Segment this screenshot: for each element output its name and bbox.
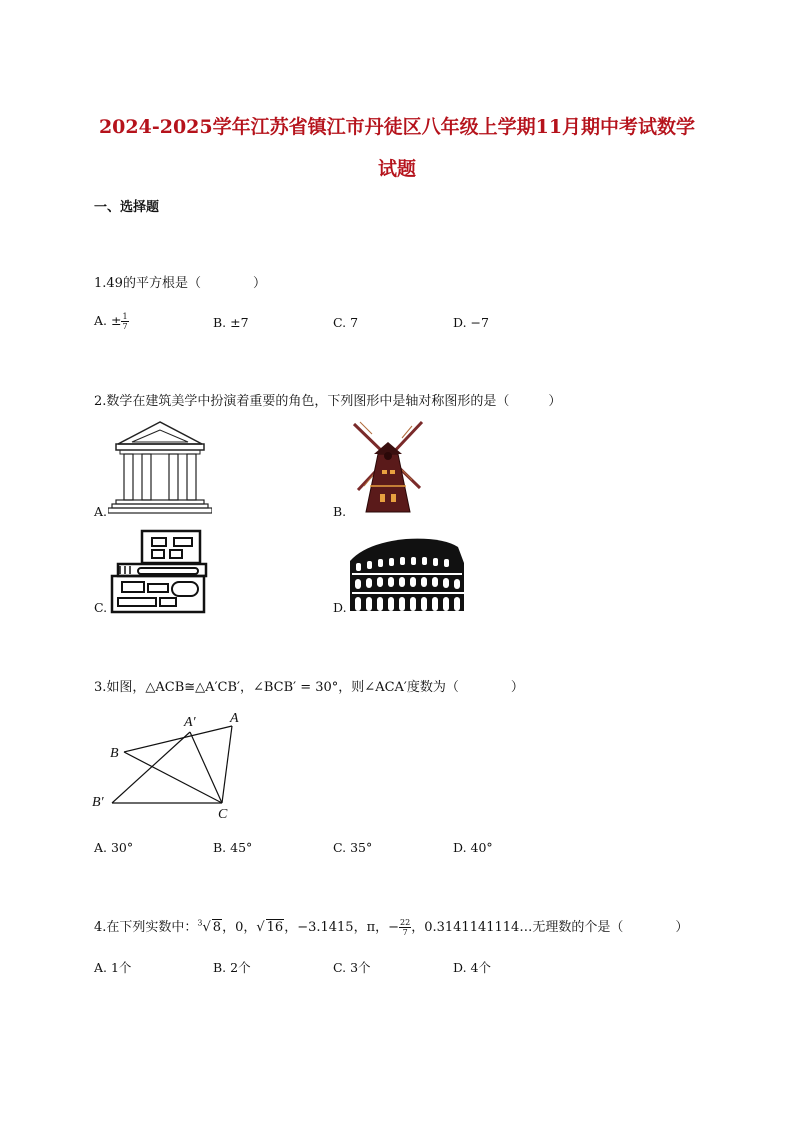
q3-option-c: C. 35° — [333, 840, 373, 855]
frac-denominator: 7 — [402, 928, 408, 937]
radical-sign-icon: √ — [202, 920, 211, 935]
frac-numerator: 1 — [122, 312, 128, 321]
label-a-prime: A′ — [184, 715, 196, 730]
question-1-stem: 1.49的平方根是（ ） — [94, 276, 266, 291]
section-heading-choice: 一、选择题 — [94, 200, 160, 215]
modern-building-image — [108, 528, 208, 614]
square-root-radicand: 16 — [266, 920, 284, 935]
label-a: A — [230, 711, 239, 726]
q1-option-d: D. −7 — [453, 315, 489, 330]
frac-denominator: 7 — [122, 322, 128, 331]
fraction-22-7 — [399, 918, 411, 937]
q4-option-c: C. 3个 — [333, 960, 371, 975]
q2-option-a: A. — [94, 504, 108, 519]
label-b: B — [110, 746, 119, 761]
question-4-stem — [94, 916, 688, 937]
q1-option-b: B. ±7 — [213, 315, 249, 330]
q1-option-c: C. 7 — [333, 315, 359, 330]
q2-option-b: B. — [333, 504, 347, 519]
frac-numerator: 22 — [400, 918, 411, 927]
q1-option-a-label: A. ± — [94, 313, 122, 328]
document-title-line1: 2024-2025学年江苏省镇江市丹徒区八年级上学期11月期中考试数学 — [98, 116, 696, 138]
q4-option-b: B. 2个 — [213, 960, 251, 975]
windmill-image — [350, 418, 426, 516]
document-title-line2: 试题 — [377, 158, 416, 180]
q4-option-d: D. 4个 — [453, 960, 491, 975]
q4-suffix: ，0.3141141114…无理数的个是（ ） — [411, 920, 689, 935]
label-b-prime: B′ — [92, 795, 104, 810]
q4-prefix: 4.在下列实数中： — [94, 920, 198, 935]
q2-option-d: D. — [333, 600, 347, 615]
radical-sign-icon: √ — [256, 920, 265, 935]
q4-separator: ，0， — [222, 920, 257, 935]
question-3-stem: 3.如图，△ACB≅△A′CB′，∠BCB′ = 30°，则∠ACA′度数为（ ） — [94, 680, 524, 695]
q3-option-b: B. 45° — [213, 840, 253, 855]
cube-root-index: 3 — [197, 918, 203, 928]
q2-option-c: C. — [94, 600, 108, 615]
fraction-one-seventh — [121, 312, 128, 331]
q4-option-a: A. 1个 — [94, 960, 132, 975]
cube-root-radicand: 8 — [212, 920, 222, 935]
temple-image — [108, 418, 212, 516]
triangle-figure — [90, 706, 260, 822]
q1-option-a — [94, 312, 129, 331]
label-c: C — [218, 807, 228, 822]
q4-middle: ，−3.1415，π，− — [284, 920, 400, 935]
question-2-stem: 2.数学在建筑美学中扮演着重要的角色，下列图形中是轴对称图形的是（ ） — [94, 394, 562, 409]
q3-option-a: A. 30° — [94, 840, 134, 855]
colosseum-image — [346, 533, 468, 613]
q3-option-d: D. 40° — [453, 840, 493, 855]
